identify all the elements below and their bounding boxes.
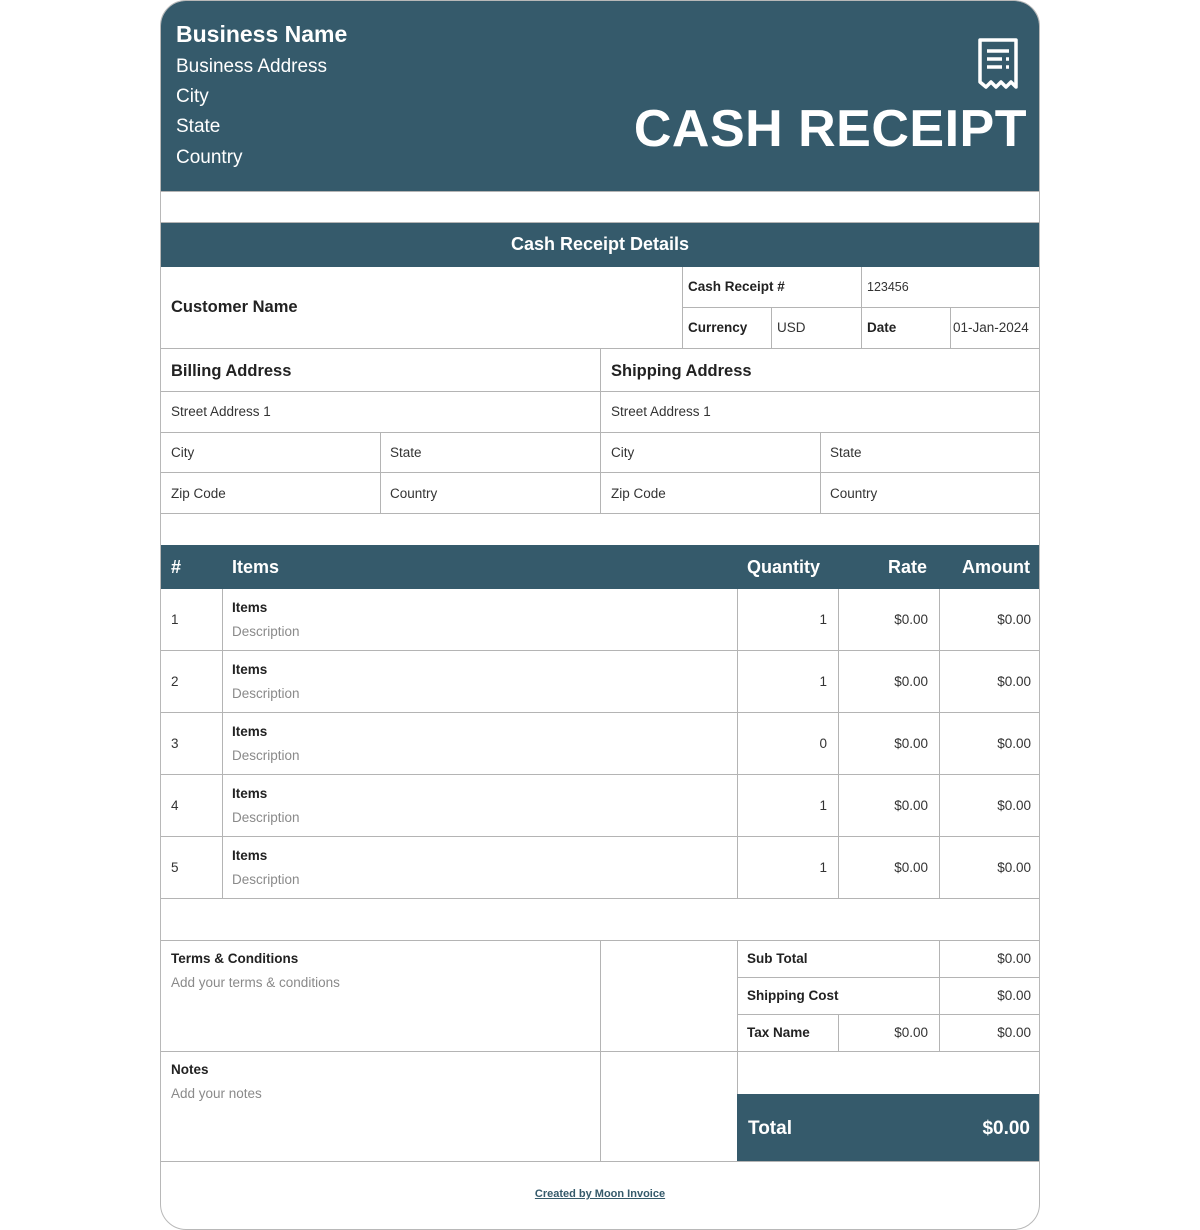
shipping-street[interactable]: Street Address 1	[611, 404, 711, 419]
date-label: Date	[867, 320, 897, 335]
item-name[interactable]: Items	[232, 662, 268, 677]
item-name[interactable]: Items	[232, 786, 268, 801]
billing-country[interactable]: Country	[390, 486, 438, 501]
item-rate[interactable]: $0.00	[894, 736, 928, 751]
subtotal-label: Sub Total	[747, 951, 808, 966]
item-description[interactable]: Description	[232, 810, 300, 825]
shipping-title: Shipping Address	[611, 362, 752, 380]
item-rate[interactable]: $0.00	[894, 674, 928, 689]
total-label: Total	[748, 1118, 792, 1139]
item-quantity[interactable]: 0	[819, 736, 827, 751]
notes-input[interactable]: Add your notes	[171, 1086, 262, 1101]
shipping-cost-label: Shipping Cost	[747, 988, 839, 1003]
item-number: 4	[171, 798, 179, 813]
subtotal-value: $0.00	[997, 951, 1031, 966]
currency-value[interactable]: USD	[777, 320, 806, 335]
item-name[interactable]: Items	[232, 600, 268, 615]
billing-state[interactable]: State	[390, 445, 422, 460]
header-banner	[161, 1, 1039, 191]
notes-title: Notes	[171, 1062, 209, 1077]
business-name[interactable]: Business Name	[176, 21, 348, 47]
item-description[interactable]: Description	[232, 686, 300, 701]
item-amount: $0.00	[997, 736, 1031, 751]
billing-street[interactable]: Street Address 1	[171, 404, 271, 419]
item-number: 2	[171, 674, 179, 689]
footer-credit-link[interactable]: Created by Moon Invoice	[534, 1188, 666, 1200]
business-address[interactable]: Business Address	[176, 56, 328, 77]
item-quantity[interactable]: 1	[819, 674, 827, 689]
items-header	[161, 545, 1039, 589]
customer-name-label[interactable]: Customer Name	[171, 298, 298, 316]
tax-value: $0.00	[997, 1025, 1031, 1040]
date-value[interactable]: 01-Jan-2024	[953, 320, 1029, 335]
tax-rate-value[interactable]: $0.00	[894, 1025, 928, 1040]
item-name[interactable]: Items	[232, 848, 268, 863]
col-amount-header: Amount	[962, 557, 1030, 577]
item-rate[interactable]: $0.00	[894, 798, 928, 813]
item-rate[interactable]: $0.00	[894, 612, 928, 627]
item-description[interactable]: Description	[232, 872, 300, 887]
tax-label[interactable]: Tax Name	[747, 1025, 810, 1040]
item-rate[interactable]: $0.00	[894, 860, 928, 875]
shipping-country[interactable]: Country	[830, 486, 878, 501]
details-bar	[161, 222, 1039, 267]
item-amount: $0.00	[997, 860, 1031, 875]
item-number: 5	[171, 860, 179, 875]
billing-title: Billing Address	[171, 362, 292, 380]
total-bar	[737, 1094, 1039, 1161]
details-title: Cash Receipt Details	[510, 234, 690, 254]
billing-city[interactable]: City	[171, 445, 195, 460]
item-description[interactable]: Description	[232, 624, 300, 639]
shipping-zip[interactable]: Zip Code	[611, 486, 666, 501]
shipping-cost-value[interactable]: $0.00	[997, 988, 1031, 1003]
business-country[interactable]: Country	[176, 147, 243, 168]
shipping-city[interactable]: City	[611, 445, 635, 460]
shipping-state[interactable]: State	[830, 445, 862, 460]
billing-zip[interactable]: Zip Code	[171, 486, 226, 501]
col-items-header: Items	[232, 557, 280, 577]
col-rate-header: Rate	[887, 557, 927, 577]
item-description[interactable]: Description	[232, 748, 300, 763]
business-state[interactable]: State	[176, 116, 221, 137]
currency-label: Currency	[688, 320, 748, 335]
receipt-sheet	[160, 0, 1040, 1230]
receipt-icon	[976, 37, 1020, 93]
business-city[interactable]: City	[176, 86, 209, 107]
terms-input[interactable]: Add your terms & conditions	[171, 975, 340, 990]
item-quantity[interactable]: 1	[819, 860, 827, 875]
item-amount: $0.00	[997, 612, 1031, 627]
col-num-header: #	[171, 557, 182, 577]
terms-title: Terms & Conditions	[171, 951, 299, 966]
total-value: $0.00	[982, 1118, 1030, 1139]
item-number: 1	[171, 612, 179, 627]
receipt-number-value[interactable]: 123456	[867, 280, 909, 294]
receipt-number-label: Cash Receipt #	[688, 279, 785, 294]
item-amount: $0.00	[997, 798, 1031, 813]
item-quantity[interactable]: 1	[819, 798, 827, 813]
document-title: CASH RECEIPT	[633, 100, 1027, 158]
item-name[interactable]: Items	[232, 724, 268, 739]
item-quantity[interactable]: 1	[819, 612, 827, 627]
item-number: 3	[171, 736, 179, 751]
col-quantity-header: Quantity	[747, 557, 821, 577]
item-amount: $0.00	[997, 674, 1031, 689]
